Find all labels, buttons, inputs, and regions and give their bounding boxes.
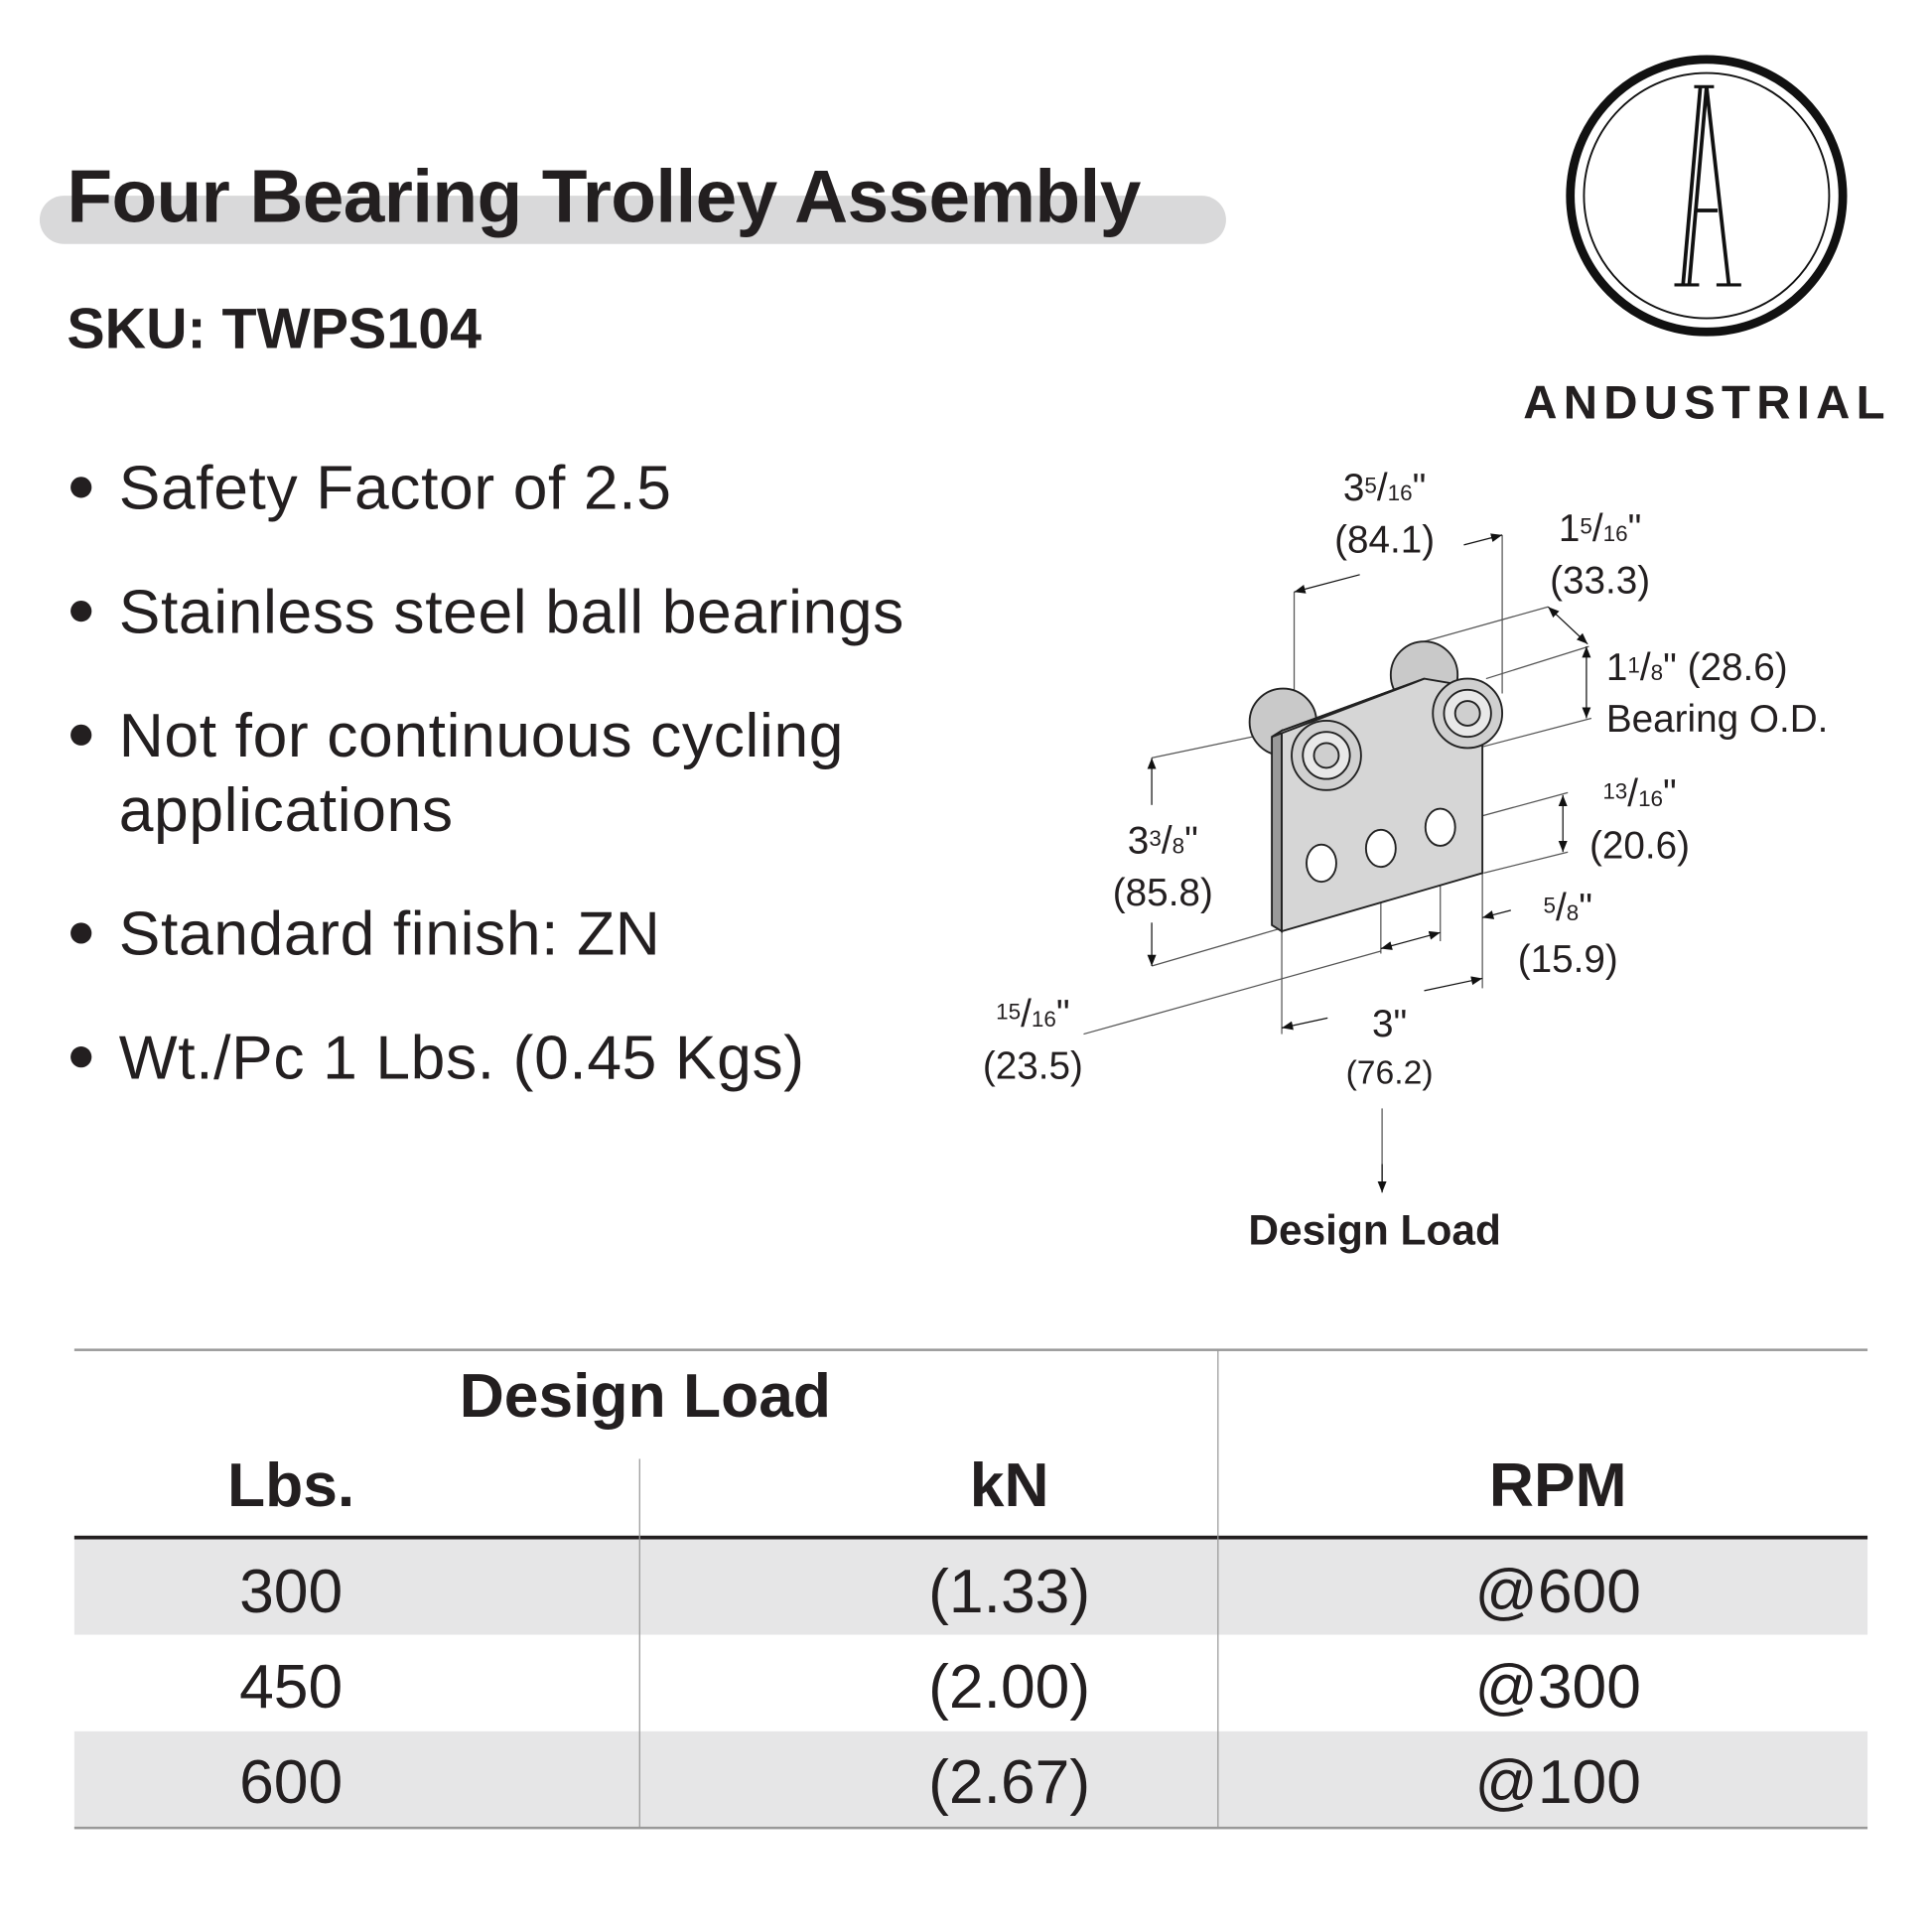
dim-plate-width: 3" (76.2) [1345, 1002, 1434, 1091]
table-cell: 300 [239, 1556, 344, 1626]
feature-text: Safety Factor of 2.5 [118, 453, 672, 523]
table-cell: @300 [1474, 1652, 1641, 1722]
table-cell: (1.33) [928, 1556, 1091, 1626]
column-header-lbs: Lbs. [227, 1449, 355, 1520]
dim-hole-drop: $^{13}$/16" (20.6) [1589, 771, 1691, 868]
feature-text: Not for continuous cycling [118, 701, 845, 770]
feature-text: Stainless steel ball bearings [118, 577, 904, 647]
dim-hole-spacing: $^{15}$/16" (23.5) [982, 992, 1083, 1088]
column-header-rpm: RPM [1488, 1449, 1627, 1520]
page-title: Four Bearing Trolley Assembly [67, 154, 1141, 238]
dim-bearing: $1^1/8$" (28.6) Bearing O.D. [1605, 644, 1829, 741]
sku-label: SKU: TWPS104 [67, 296, 483, 360]
trolley-part-icon [1250, 641, 1502, 931]
column-header-kn: kN [969, 1449, 1049, 1520]
group-header: Design Load [459, 1360, 832, 1431]
feature-text: applications [118, 774, 454, 845]
table-cell: @100 [1474, 1747, 1641, 1817]
feature-text: Wt./Pc 1 Lbs. (0.45 Kgs) [118, 1023, 805, 1093]
dim-depth: $1^5/16$" (33.3) [1550, 506, 1651, 603]
dim-edge: $^5$/8" (15.9) [1517, 885, 1618, 981]
design-load-label: Design Load [1248, 1207, 1501, 1255]
table-cell: (2.00) [928, 1652, 1091, 1722]
table-cell: 600 [239, 1747, 344, 1817]
table-cell: (2.67) [928, 1747, 1091, 1817]
table-cell: @600 [1474, 1556, 1641, 1626]
feature-text: Standard finish: ZN [118, 898, 661, 969]
dim-height: $3^3/8$" (85.8) [1112, 818, 1213, 914]
dim-width: $3^5/16$" (84.1) [1334, 466, 1436, 562]
brand-name: ANDUSTRIAL [1523, 377, 1891, 430]
table-cell: 450 [239, 1652, 344, 1722]
